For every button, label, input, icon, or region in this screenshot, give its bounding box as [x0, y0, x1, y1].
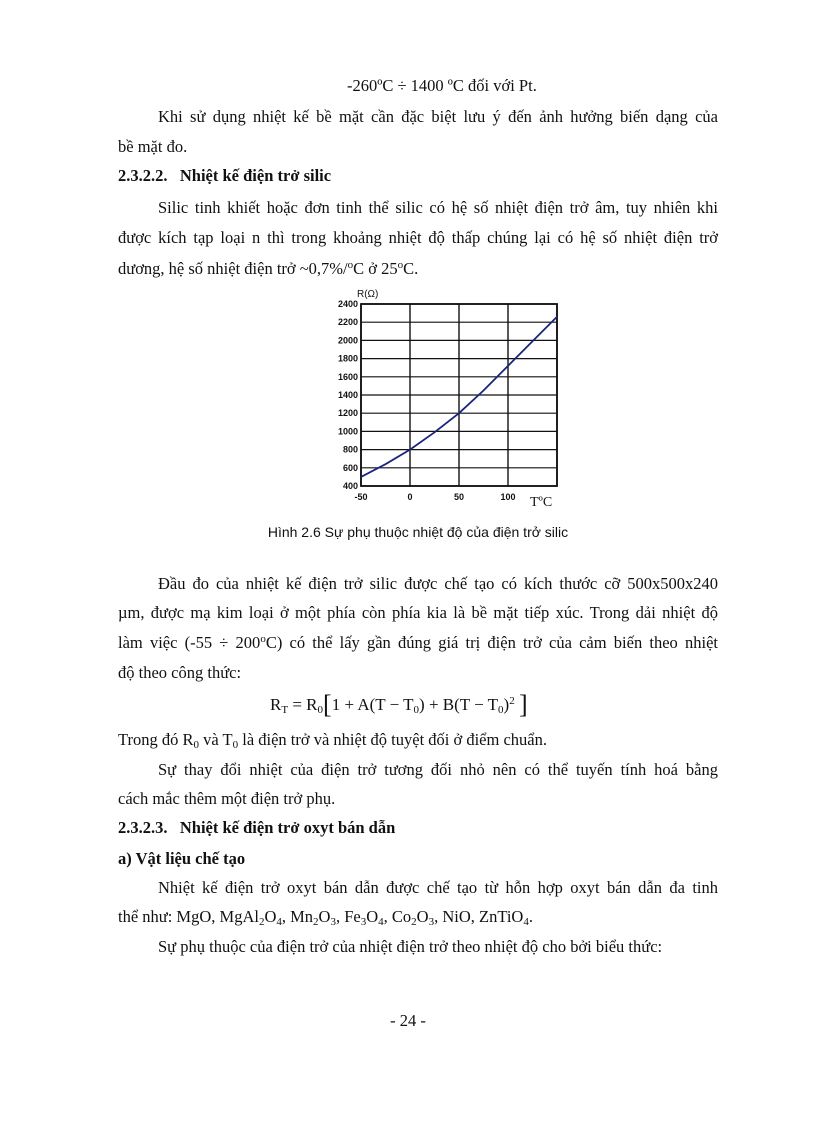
y-tick-label: 2400 [337, 299, 358, 309]
y-tick-label: 1200 [337, 408, 358, 419]
section-title: Nhiệt kế điện trở oxyt bán dẫn [179, 818, 396, 837]
paragraph-line: độ theo công thức: [118, 663, 242, 682]
y-tick-label: 1600 [337, 371, 358, 382]
paragraph-line: dương, hệ số nhiệt điện trở ~0,7%/$^o$C ở 25$^o$C. [118, 259, 419, 278]
y-tick-label: 2000 [337, 335, 358, 346]
paragraph-line: cách mắc thêm một điện trở phụ. [118, 789, 336, 808]
chart-ticks [338, 299, 516, 502]
x-tick-label: 50 [453, 492, 465, 502]
y-tick-label: 600 [342, 462, 358, 473]
paragraph-line: Silic tinh khiết hoặc đơn tinh thể silic có hệ số nhiệt điện trở âm, tuy nhiên khi [158, 198, 718, 217]
x-tick-label: 0 [407, 492, 413, 502]
paragraph-line: bề mặt đo. [118, 137, 188, 156]
section-heading-2-3-2-3 [118, 818, 395, 838]
section-heading-2-3-2-2 [118, 166, 331, 186]
section-number: 2.3.2.2. [118, 166, 168, 185]
subheading: a) Vật liệu chế tạo [118, 849, 246, 868]
x-axis-label: TºC [530, 495, 553, 510]
y-tick-label: 800 [342, 444, 358, 455]
paragraph-line: Đầu đo của nhiệt kế điện trở silic được chế tạo có kích thước cỡ 500x500x240 [158, 574, 718, 593]
paragraph-line: Khi sử dụng nhiệt kế bề mặt cần đặc biệt lưu ý đến ảnh hưởng biến dạng của [158, 107, 718, 126]
y-axis-label: R(Ω) [357, 289, 379, 300]
y-tick-label: 1000 [337, 426, 358, 437]
paragraph-line: Sự thay đổi nhiệt của điện trở tương đối nhỏ nên có thể tuyến tính hoá bằng [158, 760, 718, 779]
paragraph-line: Sự phụ thuộc của điện trở của nhiệt điện trở theo nhiệt độ cho bởi biểu thức: [158, 937, 663, 956]
y-tick-label: 1800 [337, 353, 358, 364]
figure-caption: Hình 2.6 Sự phụ thuộc nhiệt độ của điện trở silic [267, 524, 569, 540]
paragraph-line: Trong đó $R_0$ và $T_0$ là điện trở và nhiệt độ tuyệt đối ở điểm chuẩn. [118, 730, 547, 751]
section-title: Nhiệt kế điện trở silic [179, 166, 332, 185]
y-tick-label: 1400 [337, 390, 358, 400]
section-number: 2.3.2.3. [118, 818, 168, 837]
paragraph-line: Nhiệt kế điện trở oxyt bán dẫn được chế tạo từ hỗn hợp oxyt bán dẫn đa tinh [158, 878, 718, 897]
y-tick-label: 400 [342, 481, 358, 491]
resistance-temperature-chart [337, 285, 580, 510]
y-tick-label: 2200 [337, 317, 358, 328]
chart-grid [361, 304, 557, 486]
paragraph-line: thể như: MgO, $MgAl_2O_4$, $Mn_2O_3$, $Fe_3O_4$, $Co_2O_3$, NiO, ZnTiO$_4$. [118, 907, 533, 928]
resistance-formula: $R_T = R_0[1 + A(T - T_0) + B(T - T_0)^2$ ] [270, 690, 528, 719]
x-tick-label: -50 [354, 492, 368, 502]
paragraph-line: làm việc $(-55 \div 200^oC)$ có thể lấy gần đúng giá trị điện trở của cảm biến theo nhiệt [118, 633, 718, 652]
temperature-range-line: -260ºC ÷ 1400 ºC đối với Pt. [347, 76, 537, 95]
page-number: - 24 - [390, 1011, 426, 1030]
x-tick-label: 100 [500, 492, 516, 502]
paragraph-line: µm, được mạ kim loại ở một phía còn phía kia là bề mặt tiếp xúc. Trong dải nhiệt độ [118, 603, 718, 622]
paragraph-line: được kích tạp loại n thì trong khoảng nhiệt độ thấp chúng lại có hệ số nhiệt điện trở [118, 228, 718, 247]
